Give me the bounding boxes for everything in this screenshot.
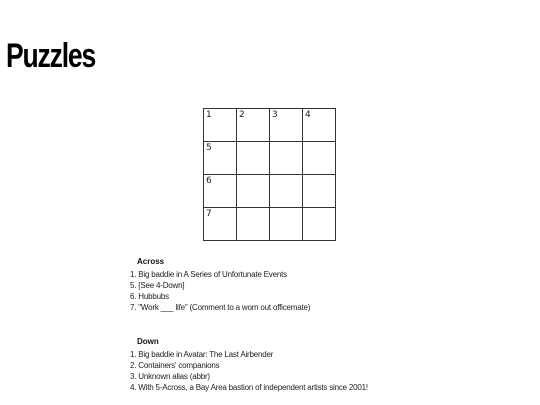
down-clue: 4. With 5-Across, a Bay Area bastion of independent artists since 2001! <box>130 383 368 392</box>
down-clue-list <box>130 349 530 393</box>
across-clue-list <box>130 269 530 313</box>
clue-number: 6 <box>206 176 212 186</box>
grid-cell[interactable] <box>237 142 270 175</box>
page-title: Puzzles <box>6 37 96 75</box>
grid-cell[interactable] <box>237 175 270 208</box>
across-heading: Across <box>137 257 165 266</box>
down-clue: 1. Big baddie in Avatar: The Last Airbender <box>130 350 274 359</box>
grid-cell[interactable] <box>303 142 336 175</box>
grid-cell[interactable] <box>303 175 336 208</box>
across-clues-section <box>130 256 530 313</box>
across-clue: 1. Big baddie in A Series of Unfortunate Events <box>130 270 287 279</box>
clue-number: 4 <box>305 110 311 120</box>
clue-number: 7 <box>206 209 212 219</box>
grid-cell[interactable] <box>237 109 270 142</box>
across-clue: 6. Hubbubs <box>130 292 169 301</box>
across-clue: 7. "Work ___ life" (Comment to a worn out officemate) <box>130 303 311 312</box>
grid-cell[interactable] <box>270 208 303 241</box>
down-clue: 2. Containers' companions <box>130 361 220 370</box>
grid-cell[interactable] <box>204 142 237 175</box>
crossword-grid <box>203 108 336 241</box>
clue-number: 3 <box>272 110 278 120</box>
down-clues-section <box>130 336 530 393</box>
grid-cell[interactable] <box>237 208 270 241</box>
grid-cell[interactable] <box>270 175 303 208</box>
grid-cell[interactable] <box>270 142 303 175</box>
grid-cell[interactable] <box>204 175 237 208</box>
down-clue: 3. Unknown alias (abbr) <box>130 372 210 381</box>
grid-cell[interactable] <box>204 109 237 142</box>
grid-cell[interactable] <box>303 109 336 142</box>
grid-cell[interactable] <box>303 208 336 241</box>
clue-number: 1 <box>206 110 212 120</box>
down-heading: Down <box>137 337 159 346</box>
clue-number: 5 <box>206 143 212 153</box>
across-clue: 5. [See 4-Down] <box>130 281 185 290</box>
grid-cell[interactable] <box>270 109 303 142</box>
grid-cell[interactable] <box>204 208 237 241</box>
clue-number: 2 <box>239 110 245 120</box>
